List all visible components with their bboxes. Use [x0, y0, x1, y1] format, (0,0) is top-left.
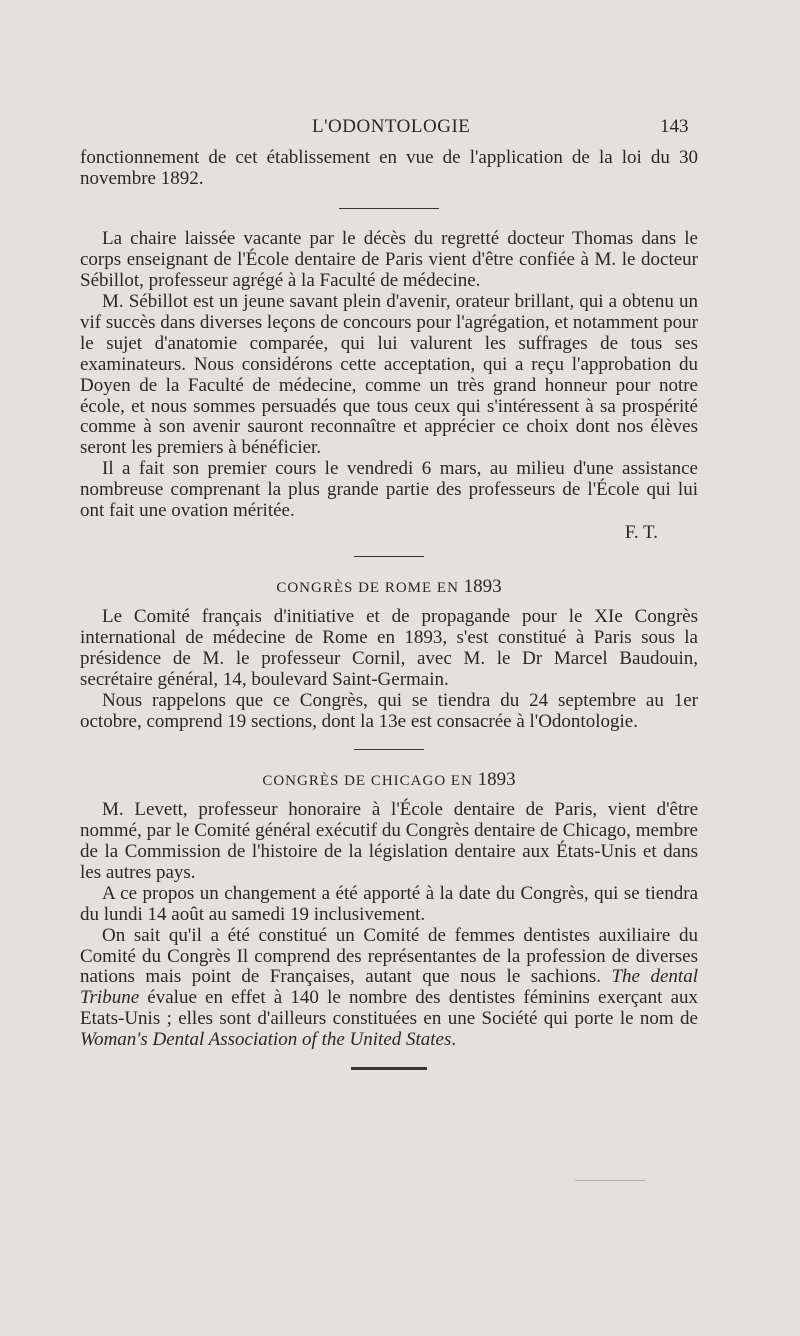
- paragraph-levett: M. Levett, professeur honoraire à l'École dentaire de Paris, vient d'être nommé, par le Comité général exécutif du Congrès dentaire de Chicago, membre de la Commission de l'histoire de la législation dentaire aux États-Unis et dans les autres pays.: [80, 799, 698, 883]
- comite-femmes-text-mid: évalue en effet à 140 le nombre des dentistes féminins exerçant aux Etats-Unis ; elles sont d'ailleurs constituées en une Société qui porte le nom de: [80, 987, 698, 1030]
- page-number: 143: [660, 116, 689, 137]
- page-header: [0, 116, 800, 142]
- association-name: Woman's Dental Association of the United States: [80, 1029, 452, 1051]
- article-body: [80, 148, 698, 1070]
- paragraph-comite-rome: Le Comité français d'initiative et de propagande pour le XIe Congrès international de médecine de Rome en 1893, s'est constitué à Paris sous la présidence de M. le professeur Cornil, avec M. le Dr Marcel Baudouin, secrétaire général, 14, boulevard Saint-Germain.: [80, 606, 698, 691]
- bleed-through-mark: [575, 1180, 645, 1181]
- end-rule: [351, 1067, 427, 1070]
- section-heading-chicago: [80, 770, 698, 792]
- section-divider: [354, 556, 424, 558]
- paragraph-date-congres: A ce propos un changement a été apporté à la date du Congrès, qui se tiendra du lundi 14 août au samedi 19 inclusivement.: [80, 882, 698, 925]
- author-signature: F. T.: [624, 522, 658, 543]
- paragraph-sebillot: M. Sébillot est un jeune savant plein d'avenir, orateur brillant, qui a obtenu un vif succès dans diverses leçons de concours pour l'agrégation, et notamment pour le sujet d'anatomie comparée, qui lui valurent les suffrages de tous ses examinateurs. Nous considérons cette acceptation, qui a reçu l'approbation du Doyen de la Faculté de médecine, comme un très grand honneur pour notre école, et nous sommes persuadés que tous ceux qui s'intéressent à sa prospérité comme à son avenir sauront reconnaître et apprécier ce choix dont nos élèves seront les premiers à bénéficier.: [80, 291, 698, 459]
- paragraph-comite-femmes: [80, 926, 698, 1051]
- section-heading-rome-year: 1893: [463, 576, 502, 598]
- section-heading-chicago-text: CONGRÈS DE CHICAGO EN: [262, 773, 473, 790]
- section-divider: [354, 749, 424, 751]
- paragraph-continuation: fonctionnement de cet établissement en vue de l'application de la loi du 30 novembre 1892.: [80, 147, 698, 189]
- journal-title: The dental Tribune: [80, 966, 698, 1009]
- section-heading-chicago-year: 1893: [477, 769, 516, 791]
- comite-femmes-text-end: .: [451, 1029, 457, 1051]
- running-title: L'ODONTOLOGIE: [312, 116, 471, 137]
- paragraph-chaire: La chaire laissée vacante par le décès du regretté docteur Thomas dans le corps enseignant de l'École dentaire de Paris vient d'être confiée à M. le docteur Sébillot, professeur agrégé à la Faculté de médecine.: [80, 228, 698, 292]
- section-heading-rome: [80, 577, 698, 599]
- section-divider: [339, 208, 439, 210]
- paragraph-rappel-rome: Nous rappelons que ce Congrès, qui se tiendra du 24 septembre au 1er octobre, comprend 19 sections, dont la 13e est consacrée à l'Odontologie.: [80, 689, 698, 732]
- section-heading-rome-text: CONGRÈS DE ROME EN: [276, 580, 459, 597]
- comite-femmes-text-start: On sait qu'il a été constitué un Comité de femmes dentistes auxiliaire du Comité du Congrès Il comprend des représentantes de la profession de diverses nations mais point de Françaises, autant que nous le sachions.: [80, 924, 698, 988]
- paragraph-premier-cours: Il a fait son premier cours le vendredi 6 mars, au milieu d'une assistance nombreuse comprenant la plus grande partie des professeurs de l'École qui lui ont fait une ovation méritée.: [80, 458, 698, 522]
